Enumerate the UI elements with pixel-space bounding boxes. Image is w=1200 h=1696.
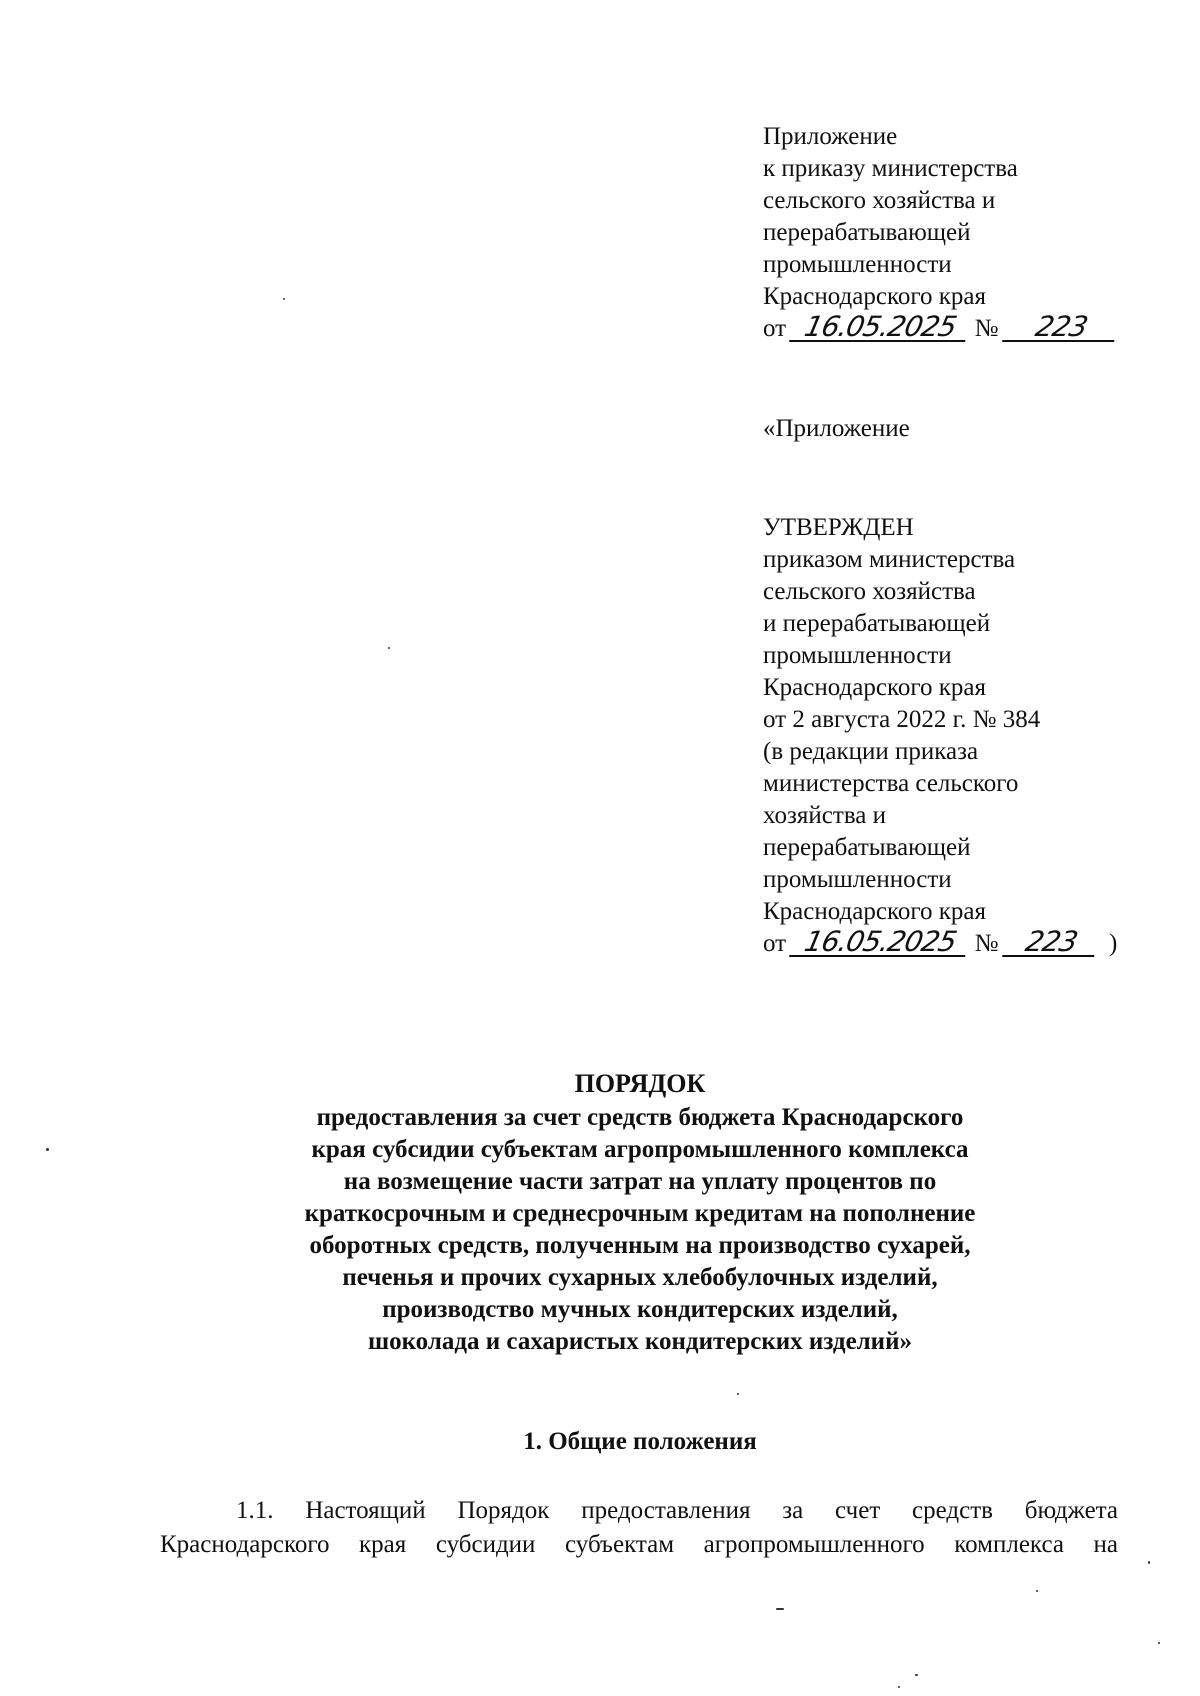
appendix-header-line: перерабатывающей — [763, 219, 971, 246]
number-sign: № — [974, 930, 999, 957]
approved-line: от 2 августа 2022 г. № 384 — [763, 706, 1041, 733]
document-subtitle-line: оборотных средств, полученным на производство сухарей, — [309, 1232, 971, 1259]
document-subtitle-line: предоставления за счет средств бюджета Краснодарского — [316, 1104, 964, 1131]
approved-line: Краснодарского края — [763, 898, 986, 925]
approved-line: перерабатывающей — [763, 834, 971, 861]
appendix-header-date-line — [763, 310, 1117, 345]
approved-line: приказом министерства — [763, 546, 1016, 573]
scan-speck — [915, 1674, 918, 1676]
handwritten-number: 223 — [1002, 929, 1100, 957]
scan-speck — [1158, 1642, 1160, 1644]
document-subtitle-line: печенья и прочих сухарных хлебобулочных изделий, — [342, 1264, 938, 1291]
scan-speck — [898, 1686, 900, 1688]
document-subtitle — [200, 1102, 1080, 1358]
appendix-header-line: Приложение — [763, 123, 898, 150]
scan-speck — [1148, 1561, 1150, 1564]
date-prefix: от — [763, 315, 787, 342]
appendix-header — [763, 121, 1117, 345]
appendix-header-line: промышленности — [763, 251, 952, 278]
approved-date-line — [763, 925, 1118, 960]
closing-paren: ) — [1108, 930, 1118, 957]
handwritten-date: 16.05.2025 — [789, 314, 971, 342]
scan-speck — [283, 298, 285, 300]
approved-line: промышленности — [763, 866, 952, 893]
appendix-header-line: сельского хозяйства и — [763, 187, 996, 214]
appendix-header-line: Краснодарского края — [763, 283, 986, 310]
approved-line: и перерабатывающей — [763, 610, 991, 637]
paragraph-line: Краснодарского края субсидии субъектам агропромышленного комплекса на — [160, 1531, 1118, 1558]
approved-line: промышленности — [763, 642, 952, 669]
document-subtitle-line: края субсидии субъектам агропромышленного комплекса — [311, 1136, 969, 1163]
paragraph-line: 1.1. Настоящий Порядок предоставления за счет средств бюджета — [236, 1497, 1118, 1524]
date-prefix: от — [763, 930, 787, 957]
paragraph-1-1 — [160, 1494, 1118, 1562]
document-subtitle-line: шоколада и сахаристых кондитерских изделий» — [368, 1328, 912, 1355]
approved-line: министерства сельского — [763, 770, 1019, 797]
scan-speck — [776, 1608, 784, 1610]
handwritten-date: 16.05.2025 — [789, 929, 971, 957]
scan-speck — [46, 1148, 49, 1151]
document-title: ПОРЯДОК — [574, 1069, 706, 1098]
handwritten-number: 223 — [1002, 314, 1120, 342]
document-subtitle-line: на возмещение части затрат на уплату процентов по — [343, 1168, 937, 1195]
approved-block — [763, 512, 1117, 960]
approved-line: сельского хозяйства — [763, 578, 976, 605]
appendix-quote-text: «Приложение — [763, 415, 910, 442]
appendix-header-line: к приказу министерства — [763, 155, 1018, 182]
approved-line: (в редакции приказа — [763, 738, 979, 765]
document-subtitle-line: производство мучных кондитерских изделий, — [382, 1296, 898, 1323]
scan-speck — [388, 647, 390, 649]
scan-speck — [737, 1393, 739, 1395]
approved-line: Краснодарского края — [763, 674, 986, 701]
number-sign: № — [974, 315, 999, 342]
approved-heading: УТВЕРЖДЕН — [763, 514, 914, 541]
approved-line: хозяйства и — [763, 802, 887, 829]
scan-speck — [1036, 1590, 1038, 1592]
section-heading: 1. Общие положения — [523, 1428, 757, 1455]
appendix-quote — [763, 413, 910, 445]
document-subtitle-line: краткосрочным и среднесрочным кредитам на пополнение — [304, 1200, 976, 1227]
